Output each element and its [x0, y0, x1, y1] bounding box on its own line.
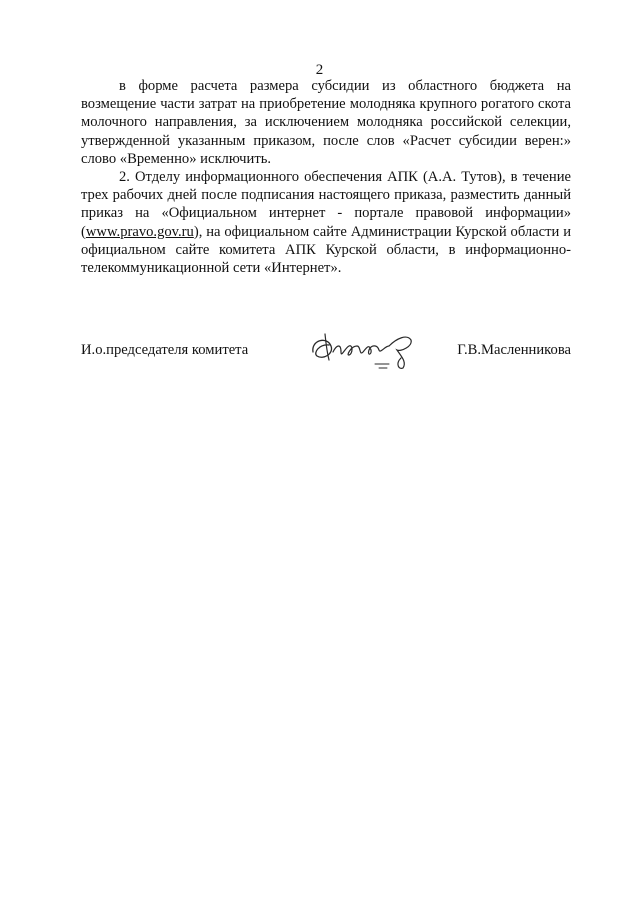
paragraph-1: в форме расчета размера субсидии из областного бюджета на возмещение части затрат на приобретение молодняка крупного рогатого скота молочного направления, за исключением молодняка российской селекции, утвержденной указанным приказом, после слов «Расчет субсидии верен:» слово «Временно» исключить. — [81, 78, 571, 167]
signature-block — [81, 338, 571, 378]
signer-position: И.о.председателя комитета — [81, 342, 249, 358]
pravo-gov-link[interactable]: www.pravo.gov.ru — [85, 223, 194, 240]
paragraph-2 — [81, 168, 571, 277]
signer-name: Г.В.Масленникова — [457, 342, 571, 358]
page-number: 2 — [315, 62, 324, 78]
paragraph-2-text-end: ), на официальном сайте Администрации Курской области и официальном сайте комитета АПК Курской области, в информационно- телекоммуникационной сети «Интернет». — [81, 223, 571, 277]
paragraph-2-text-start: 2. Отделу информационного обеспечения АПК (А.А. Тутов), в течение трех рабочих дней после подписания настоящего приказа, разместить данный приказ на «Официальном интернет - портале правовой информации» ( — [81, 169, 571, 240]
handwritten-signature — [305, 330, 425, 372]
document-body — [81, 77, 571, 277]
